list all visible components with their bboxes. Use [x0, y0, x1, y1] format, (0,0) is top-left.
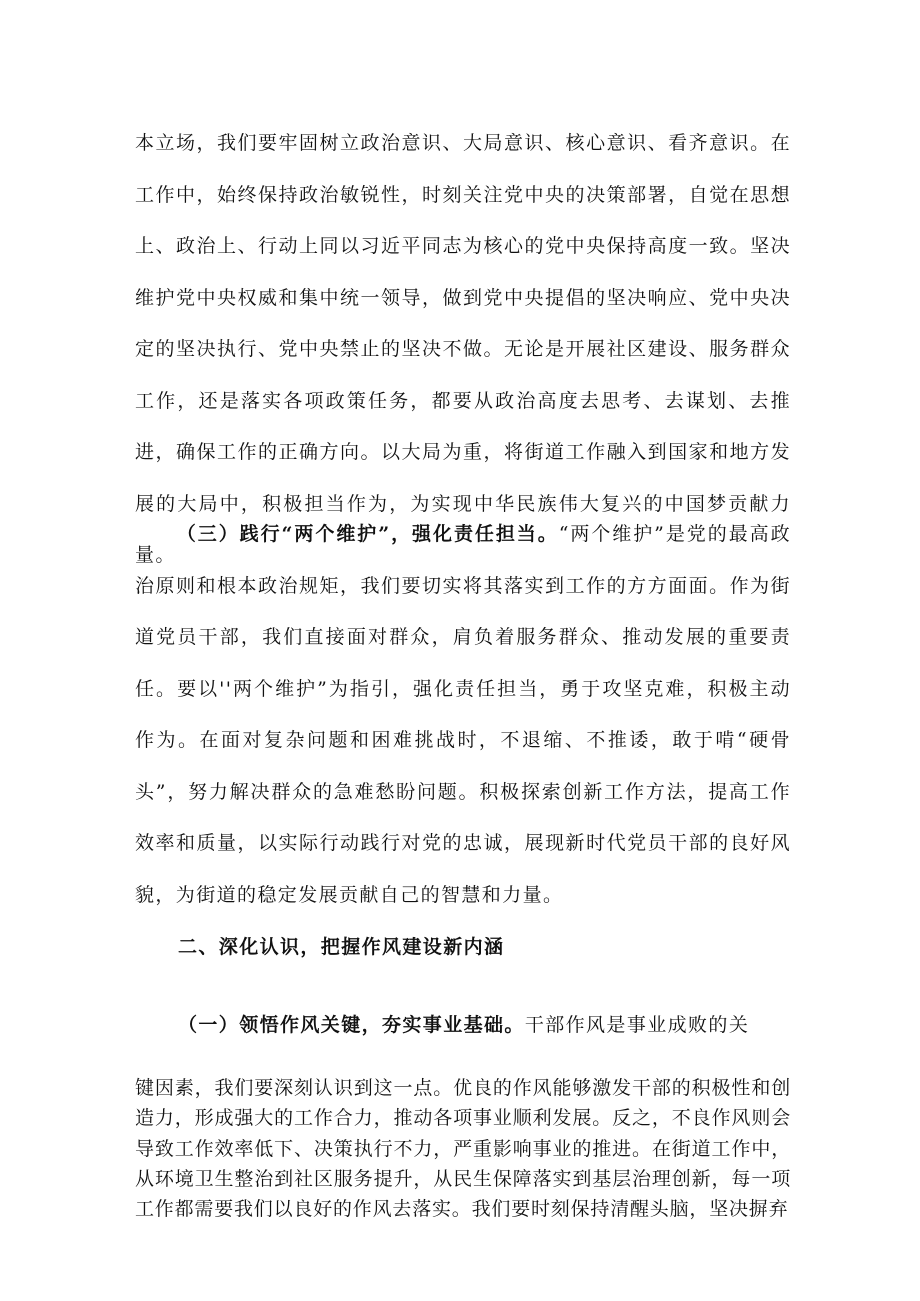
body-paragraph-work-style-continuation: 键因素，我们要深刻认识到这一点。优良的作风能够激发干部的积极性和创造力，形成强大的工作合力，推动各项事业顺利发展。反之，不良作风则会导致工作效率低下、决策执行不力，严重影响事业的推进。在街道工作中，从环境卫生整治到社区服务提升，从民生保障落实到基层治理创新，每一项工作都需要我们以良好的作风去落实。我们要时刻保持清醒头脑，坚决摒弃 [135, 1077, 791, 1221]
body-paragraph-work-style-first-line [178, 1000, 798, 1052]
section-heading-work-style: 二、深化认识，把握作风建设新内涵 [178, 936, 505, 958]
body-paragraph-political-awareness: 本立场，我们要牢固树立政治意识、大局意识、核心意识、看齐意识。在工作中，始终保持政治敏锐性，时刻关注党中央的决策部署，自觉在思想上、政治上、行动上同以习近平同志为核心的党中央保持高度一致。坚决维护党中央权威和集中统一领导，做到党中央提倡的坚决响应、党中央决定的坚决执行、党中央禁止的坚决不做。无论是开展社区建设、服务群众工作，还是落实各项政策任务，都要从政治高度去思考、去谋划、去推进，确保工作的正确方向。以大局为重，将街道工作融入到国家和地方发展的大局中，积极担当作为，为实现中华民族伟大复兴的中国梦贡献力量。 [135, 132, 791, 566]
body-paragraph-two-safeguards [135, 509, 791, 921]
paragraph-first-line-work-style: 干部作风是事业成败的关 [524, 1014, 750, 1036]
paragraph-lead-two-safeguards: （三）践行“两个维护”，强化责任担当。 [176, 523, 559, 545]
paragraph-body-two-safeguards: “两个维护”是党的最高政治原则和根本政治规矩，我们要切实将其落实到工作的方方面面。作为街道党员干部，我们直接面对群众，肩负着服务群众、推动发展的重要责任。要以''两个维护”为指引，强化责任担当，勇于攻坚克难，积极主动作为。在面对复杂问题和困难挑战时，不退缩、不推诿，敢于啃“硬骨头”，努力解决群众的急难愁盼问题。积极探索创新工作方法，提高工作效率和质量，以实际行动践行对党的忠诚，展现新时代党员干部的良好风貌，为街道的稳定发展贡献自己的智慧和力量。 [135, 523, 791, 906]
paragraph-lead-work-style: （一）领悟作风关键，夯实事业基础。 [178, 1014, 525, 1036]
